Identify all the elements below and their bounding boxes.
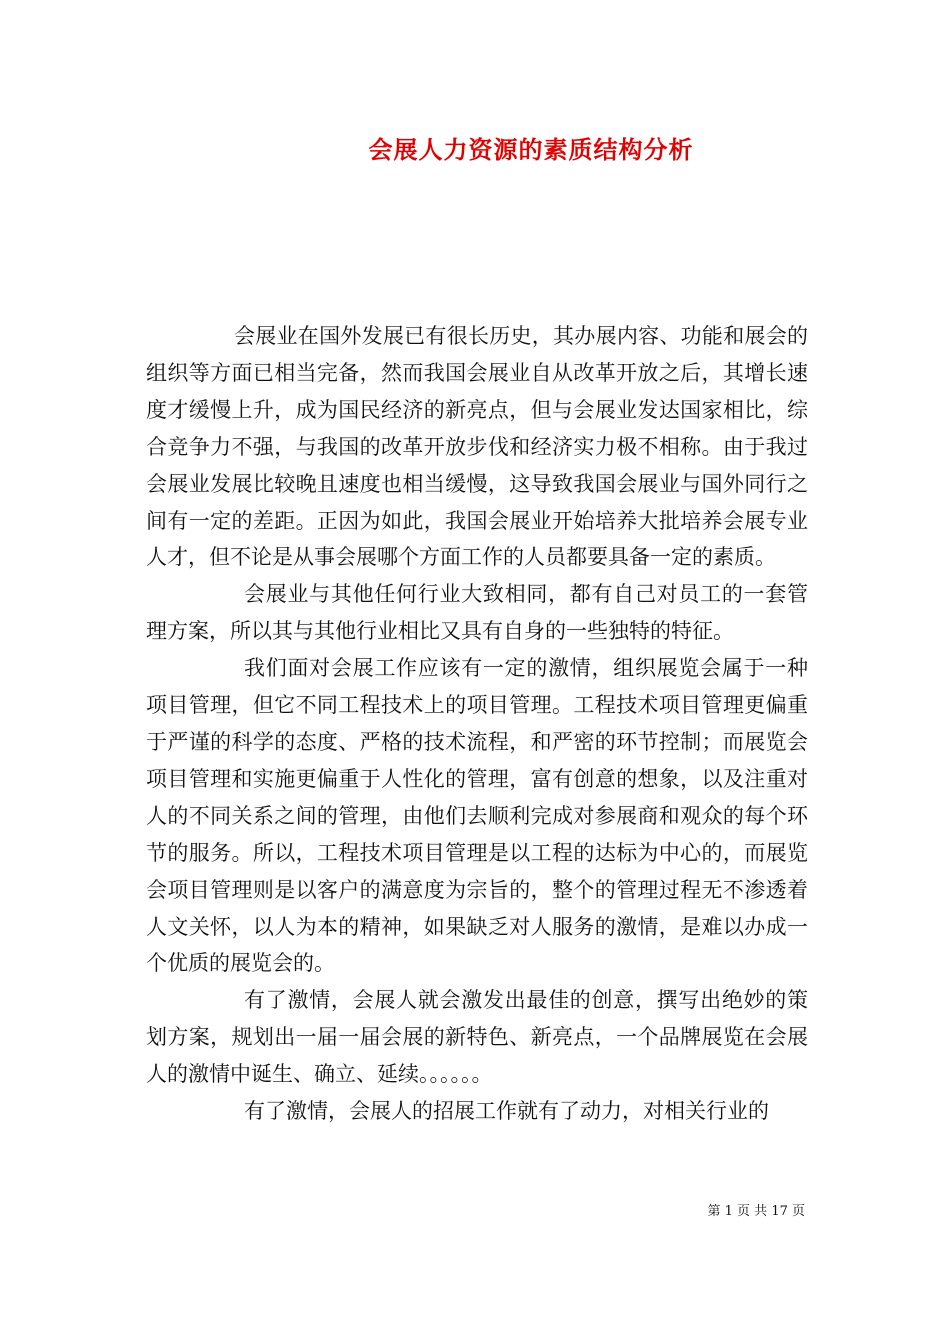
paragraph-5: 有了激情，会展人的招展工作就有了动力，对相关行业的	[244, 1099, 769, 1124]
paragraph-2: 会展业与其他任何行业大致相同，都有自己对员工的一套管理方案，所以其与其他行业相比又具有自身的一些独特的特征。	[146, 582, 808, 644]
page-number-footer	[708, 1203, 805, 1221]
paragraph-3: 我们面对会展工作应该有一定的激情，组织展览会属于一种项目管理，但它不同工程技术上的项目管理。工程技术项目管理更偏重于严谨的科学的态度、严格的技术流程，和严密的环节控制；而展览会项目管理和实施更偏重于人性化的管理，富有创意的想象，以及注重对人的不同关系之间的管理，由他们去顺利完成对参展商和观众的每个环节的服务。所以，工程技术项目管理是以工程的达标为中心的，而展览会项目管理则是以客户的满意度为宗旨的，整个的管理过程无不渗透着人文关怀，以人为本的精神，如果缺乏对人服务的激情，是难以办成一个优质的展览会的。	[146, 656, 808, 976]
paragraph-1: 会展业在国外发展已有很长历史，其办展内容、功能和展会的组织等方面已相当完备，然而我国会展业自从改革开放之后，其增长速度才缓慢上升，成为国民经济的新亮点，但与会展业发达国家相比，综合竞争力不强，与我国的改革开放步伐和经济实力极不相称。由于我过会展业发展比较晚且速度也相当缓慢，这导致我国会展业与国外同行之间有一定的差距。正因为如此，我国会展业开始培养大批培养会展专业人才，但不论是从事会展哪个方面工作的人员都要具备一定的素质。	[146, 324, 808, 570]
page-title: 会展人力资源的素质结构分析	[368, 135, 694, 164]
paragraph-4: 有了激情，会展人就会激发出最佳的创意，撰写出绝妙的策划方案，规划出一届一届会展的新特色、新亮点，一个品牌展览在会展人的激情中诞生、确立、延续。。。。。。	[146, 988, 808, 1087]
document-body	[146, 318, 808, 1130]
page-number-label: 第 1 页 共 17 页	[707, 1204, 805, 1219]
